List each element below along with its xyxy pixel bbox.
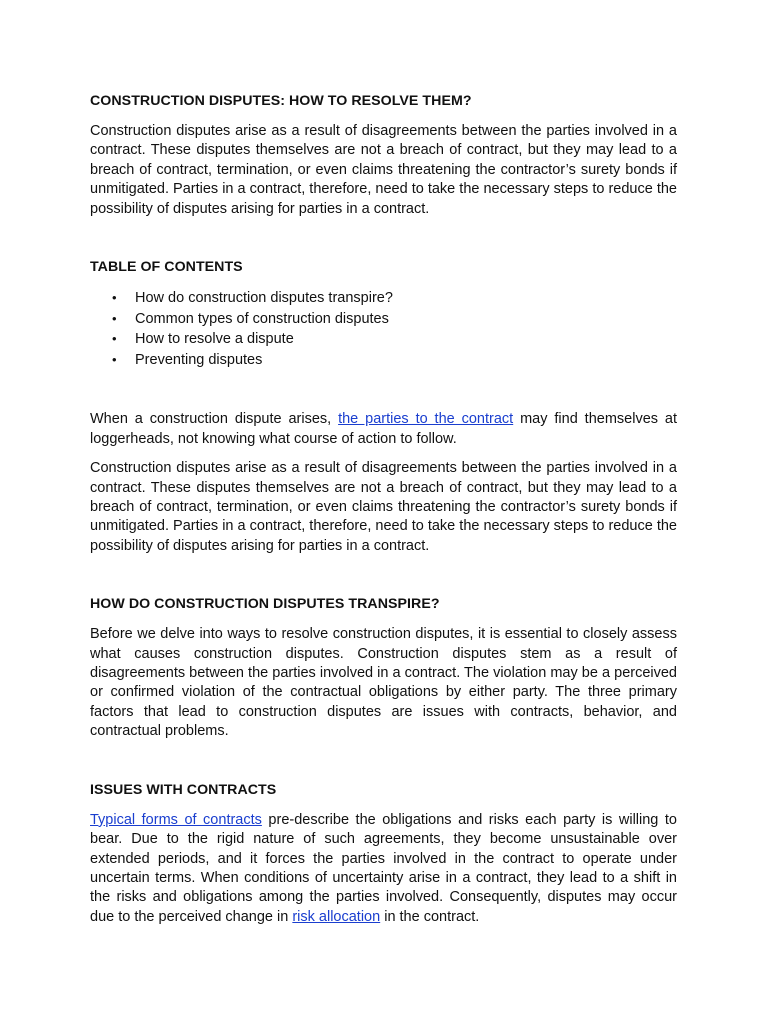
how-section-paragraph: Before we delve into ways to resolve construction disputes, it is essential to closely assess what causes construction disputes. Construction disputes stem as a result of disagreements between the parties involved in a contract. The violation may be a perceived or confirmed violation of the contractual obligations by either party. The three primary factors that lead to construction disputes are issues with contracts, behavior, and contractual problems. [90, 626, 677, 740]
when-text-start: When a construction dispute arises, [90, 411, 339, 428]
issues-section-paragraph [90, 811, 677, 927]
issues-text-middle: pre-describe the obligations and risks each party is willing to bear. Due to the rigid nature of such agreements, they become unsustainable over extended periods, and it forces the parties involved in the contract to operate under uncertain terms. When conditions of uncertainty arise in a contract, they lead to a shift in the risks and obligations among the parties involved. Consequently, disputes may occur due to the perceived change in [90, 811, 677, 925]
parties-to-contract-link[interactable]: the parties to the contract [338, 411, 514, 428]
typical-forms-link[interactable]: Typical forms of contracts [90, 811, 262, 828]
bullet-icon: • [112, 290, 117, 306]
issues-section-heading: ISSUES WITH CONTRACTS [90, 781, 277, 798]
toc-item-label: How do construction disputes transpire? [135, 290, 393, 307]
bullet-icon: • [112, 310, 117, 326]
bullet-icon: • [112, 351, 117, 367]
toc-item-label: Preventing disputes [135, 351, 263, 368]
toc-item [90, 288, 677, 309]
toc-heading: TABLE OF CONTENTS [90, 259, 243, 276]
when-text-end: may find themselves at loggerheads, not knowing what course of action to follow. [90, 411, 677, 447]
intro-paragraph: Construction disputes arise as a result of disagreements between the parties involved in a contract. These disputes themselves are not a breach of contract, but they may lead to a breach of contract, termination, or even claims threatening the contractor’s surety bonds if unmitigated. Parties in a contract, therefore, need to take the necessary steps to reduce the possibility of disputes arising for parties in a contract. [90, 123, 677, 217]
toc-list [90, 288, 677, 370]
toc-item [90, 309, 677, 330]
toc-item [90, 329, 677, 350]
page-title: CONSTRUCTION DISPUTES: HOW TO RESOLVE THEM? [90, 93, 472, 109]
toc-item [90, 350, 677, 371]
document-page [90, 92, 677, 927]
risk-allocation-link[interactable]: risk allocation [292, 908, 381, 925]
repeat-paragraph: Construction disputes arise as a result of disagreements between the parties involved in a contract. These disputes themselves are not a breach of contract, but they may lead to a breach of contract, termination, or even claims threatening the contractor’s surety bonds if unmitigated. Parties in a contract, therefore, need to take the necessary steps to reduce the possibility of disputes arising for parties in a contract. [90, 460, 677, 554]
how-section-heading: HOW DO CONSTRUCTION DISPUTES TRANSPIRE? [90, 596, 440, 613]
when-paragraph [90, 410, 677, 449]
toc-item-label: Common types of construction disputes [135, 310, 389, 327]
toc-item-label: How to resolve a dispute [135, 331, 294, 348]
issues-text-end: in the contract. [380, 908, 480, 925]
bullet-icon: • [112, 331, 117, 347]
